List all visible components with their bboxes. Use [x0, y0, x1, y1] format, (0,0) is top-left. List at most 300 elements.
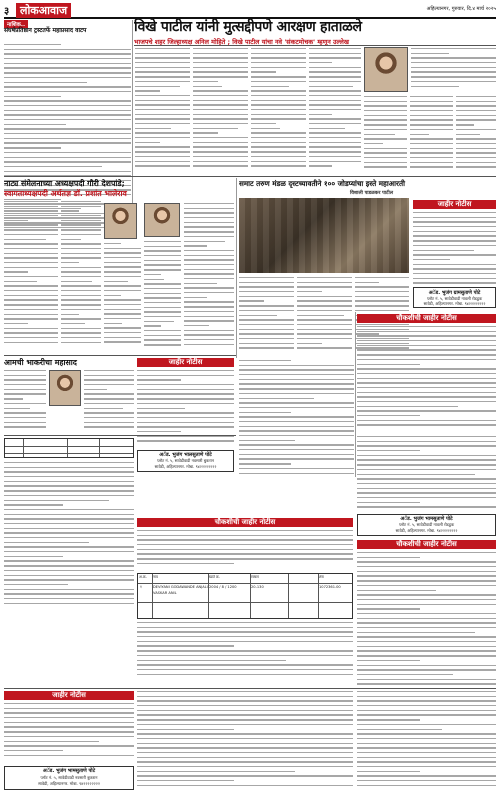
text-line [357, 599, 496, 600]
text-line [309, 53, 361, 54]
bhakri-photo [49, 370, 81, 406]
rule [134, 45, 496, 46]
text-line [357, 580, 496, 581]
text-line [357, 455, 496, 456]
text-line [364, 115, 407, 116]
natya-col-5 [144, 241, 181, 351]
text-line [357, 502, 420, 503]
text-line [413, 217, 496, 218]
text-line [104, 304, 141, 305]
text-line [355, 291, 409, 292]
text-line [184, 231, 234, 232]
text-line [137, 375, 234, 376]
text-line [297, 324, 352, 325]
table-cell: 20-130 [251, 585, 264, 589]
notice-table [4, 438, 134, 458]
text-line [357, 691, 496, 692]
text-line [104, 290, 141, 291]
text-line [137, 627, 353, 628]
text-line [137, 549, 353, 550]
text-line [137, 417, 234, 418]
text-line [357, 608, 420, 609]
text-line [239, 468, 354, 469]
text-line [137, 431, 181, 432]
text-line [297, 329, 352, 330]
text-line [357, 497, 496, 498]
text-line [104, 309, 141, 310]
text-line [144, 307, 181, 308]
text-line [104, 271, 141, 272]
text-line [355, 277, 409, 278]
text-line [239, 329, 294, 330]
text-line [144, 255, 181, 256]
text-line [410, 119, 453, 120]
text-line [357, 618, 496, 619]
text-line [144, 260, 181, 261]
text-line [137, 412, 234, 413]
text-line [61, 304, 101, 305]
text-line [4, 105, 131, 106]
text-line [239, 444, 354, 445]
text-line [137, 422, 234, 423]
text-line [413, 278, 496, 279]
lead-story-col-2 [193, 48, 248, 173]
text-line [104, 299, 141, 300]
text-line [61, 220, 101, 221]
text-line [4, 248, 58, 249]
text-line [4, 722, 134, 723]
text-line [104, 248, 141, 249]
text-line [137, 544, 353, 545]
text-line [61, 332, 101, 333]
text-line [4, 495, 134, 496]
text-line [309, 109, 361, 110]
text-line [357, 441, 496, 442]
text-line [364, 134, 395, 135]
text-line [137, 733, 353, 734]
text-line [4, 575, 134, 576]
text-line [4, 171, 131, 172]
text-line [357, 733, 496, 734]
text-line [193, 151, 248, 152]
text-line [357, 561, 496, 562]
text-line [137, 761, 353, 762]
text-line [309, 123, 361, 124]
text-line [251, 146, 306, 147]
text-line [135, 123, 190, 124]
text-line [357, 410, 496, 411]
text-line [4, 726, 134, 727]
text-line [4, 471, 134, 472]
text-line [4, 745, 134, 746]
text-line [137, 674, 353, 675]
text-line [456, 115, 496, 116]
natya-col-3 [104, 243, 141, 351]
natya-headline-2: स्वागताध्यक्षपदी अर्थतज्ञ डॉ. प्रशांत भालेराव [4, 189, 127, 198]
text-line [357, 566, 496, 567]
text-line [413, 250, 474, 251]
text-line [193, 76, 248, 77]
text-line [4, 229, 58, 230]
text-line [4, 703, 134, 704]
column-rule [236, 178, 237, 358]
text-line [193, 123, 248, 124]
text-line [410, 129, 453, 130]
text-line [357, 674, 453, 675]
text-line [297, 300, 352, 301]
text-line [309, 156, 361, 157]
text-line [357, 683, 496, 684]
text-line [4, 281, 37, 282]
text-line [137, 719, 353, 720]
text-line [309, 95, 361, 96]
text-line [456, 119, 496, 120]
text-line [413, 245, 496, 246]
advocate-office: प्लॉट नं. ५, सावेडीवाडी नावली रोडडुक [398, 522, 455, 527]
text-line [239, 407, 354, 408]
text-line [4, 206, 58, 207]
text-line [364, 124, 407, 125]
text-line [357, 354, 496, 355]
text-line [411, 48, 496, 49]
bhalerao-photo [144, 203, 180, 237]
text-line [144, 293, 181, 294]
text-line [4, 257, 58, 258]
text-line [251, 62, 306, 63]
text-line [184, 316, 234, 317]
text-line [4, 403, 46, 404]
text-line [4, 393, 46, 394]
text-line [104, 323, 122, 324]
text-line [193, 132, 218, 133]
text-line [357, 396, 496, 397]
text-line [357, 636, 496, 637]
text-line [413, 221, 496, 222]
text-line [4, 295, 58, 296]
text-line [239, 324, 294, 325]
text-line [4, 565, 134, 566]
text-line [61, 210, 79, 211]
text-line [184, 334, 234, 335]
text-line [4, 389, 46, 390]
text-line [4, 370, 46, 371]
text-line [137, 440, 234, 441]
text-line [4, 215, 58, 216]
text-line [357, 478, 496, 479]
text-line [357, 719, 420, 720]
text-line [137, 766, 353, 767]
lead-story-col-6 [364, 96, 407, 173]
text-line [456, 138, 496, 139]
text-line [357, 575, 496, 576]
text-line [357, 401, 496, 402]
text-line [61, 267, 101, 268]
text-line [239, 435, 354, 436]
text-line [456, 124, 474, 125]
text-line [4, 342, 58, 343]
text-line [135, 165, 190, 166]
text-line [4, 234, 58, 235]
text-line [251, 67, 306, 68]
text-line [357, 641, 496, 642]
text-line [184, 264, 234, 265]
text-line [84, 426, 134, 427]
text-line [357, 757, 496, 758]
text-line [4, 462, 134, 463]
text-line [137, 757, 353, 758]
text-line [4, 579, 134, 580]
text-line [4, 314, 58, 315]
text-line [251, 114, 306, 115]
text-line [61, 271, 101, 272]
public-notice-bottom-body [4, 703, 134, 763]
text-line [251, 86, 289, 87]
text-line [135, 95, 190, 96]
text-line [137, 752, 353, 753]
text-line [251, 156, 306, 157]
table-cell: 1072361.00 [319, 585, 341, 589]
table-header: अ.क्र. [139, 575, 147, 579]
text-line [184, 236, 234, 237]
lead-headline: विखे पाटील यांनी मुत्सद्दीपणे आरक्षण हाताळले [134, 19, 362, 35]
text-line [4, 384, 46, 385]
text-line [239, 305, 294, 306]
lead-story-col-5 [411, 48, 496, 93]
text-line [137, 641, 353, 642]
text-line [239, 430, 354, 431]
text-line [4, 100, 131, 101]
text-line [144, 246, 181, 247]
text-line [309, 118, 361, 119]
text-line [309, 137, 361, 138]
rule [4, 176, 496, 177]
wedding-headline: समाट तरुण मंडळ दृस्टच्यावतीने १०० जोडप्यांचा इस्ते महाआरती [239, 179, 405, 188]
text-line [184, 292, 234, 293]
text-line [184, 311, 234, 312]
text-line [61, 295, 101, 296]
text-line [355, 305, 409, 306]
text-line [4, 133, 131, 134]
text-line [144, 250, 181, 251]
text-line [137, 389, 234, 390]
rule [4, 435, 236, 436]
text-line [84, 408, 123, 409]
text-line [4, 514, 134, 515]
text-line [104, 332, 141, 333]
text-line [135, 104, 190, 105]
left-notice-body [4, 462, 134, 612]
text-line [135, 156, 190, 157]
text-line [184, 344, 234, 345]
text-line [137, 747, 353, 748]
text-line [4, 124, 66, 125]
natya-col-1 [4, 201, 58, 351]
text-line [456, 148, 496, 149]
text-line [4, 224, 58, 225]
text-line [4, 717, 134, 718]
text-line [4, 299, 58, 300]
text-line [239, 473, 354, 474]
advocate-office: प्लॉट नं. ५, सावेडीवाडी नवसारी बुकरान [157, 458, 214, 463]
text-line [410, 96, 453, 97]
text-line [137, 379, 181, 380]
text-line [410, 101, 453, 102]
text-line [413, 254, 496, 255]
text-line [137, 664, 353, 665]
text-line [135, 109, 190, 110]
text-line [144, 339, 181, 340]
text-line [144, 344, 181, 345]
text-line [193, 71, 248, 72]
text-line [364, 101, 407, 102]
text-line [297, 333, 352, 334]
text-line [184, 287, 234, 288]
text-line [251, 128, 280, 129]
text-line [239, 343, 294, 344]
text-line [193, 67, 248, 68]
left-story-headline: संघर्षप्रतिष्ठान ट्रस्टतर्फे महाप्रसाद वाटप [4, 27, 87, 34]
text-line [144, 274, 161, 275]
text-line [4, 128, 131, 129]
text-line [239, 393, 354, 394]
text-line [355, 282, 379, 283]
date-line: अहिल्यानगर, गुरुवार, दि.४ मार्च २०२५ [426, 6, 496, 12]
text-line [309, 128, 345, 129]
text-line [251, 132, 306, 133]
text-line [184, 259, 234, 260]
text-line [251, 71, 276, 72]
text-line [4, 504, 63, 505]
text-line [410, 166, 453, 167]
text-line [410, 138, 453, 139]
text-line [184, 217, 234, 218]
text-line [193, 109, 248, 110]
text-line [193, 165, 248, 166]
text-line [4, 593, 134, 594]
text-line [357, 710, 496, 711]
text-line [357, 445, 496, 446]
text-line [193, 128, 238, 129]
text-line [239, 296, 294, 297]
text-line [104, 295, 121, 296]
text-line [137, 530, 353, 531]
text-line [4, 528, 134, 529]
text-line [137, 403, 234, 404]
text-line [137, 558, 353, 559]
text-line [413, 282, 496, 283]
text-line [411, 86, 459, 87]
text-line [251, 53, 306, 54]
text-line [251, 100, 306, 101]
text-line [184, 320, 234, 321]
public-notice-title-right: जाहीर नोटीस [413, 200, 496, 209]
text-line [357, 387, 496, 388]
text-line [84, 403, 134, 404]
text-line [364, 110, 407, 111]
text-line [184, 297, 207, 298]
text-line [4, 375, 46, 376]
text-line [144, 269, 181, 270]
text-line [4, 114, 131, 115]
text-line [137, 775, 353, 776]
text-line [364, 129, 407, 130]
text-line [4, 412, 46, 413]
text-line [410, 152, 453, 153]
text-line [4, 63, 131, 64]
text-line [4, 58, 131, 59]
city-tag: नाशिक.. [4, 20, 28, 28]
text-line [456, 157, 496, 158]
wedding-byline: विशाली पाडळकर पाटील [350, 191, 393, 196]
text-line [184, 283, 217, 284]
text-line [104, 281, 128, 282]
text-line [239, 374, 354, 375]
text-line [144, 264, 181, 265]
text-line [411, 57, 496, 58]
text-line [61, 229, 101, 230]
text-line [4, 318, 58, 319]
text-line [61, 215, 101, 216]
text-line [104, 318, 141, 319]
advocate-city: सावेडी, अहिल्यानगर. मोबा. ९४२२२२२२२२ [154, 464, 217, 469]
text-line [357, 780, 496, 781]
lead-story-col-1 [135, 48, 190, 173]
text-line [357, 506, 496, 507]
text-line [4, 532, 134, 533]
text-line [4, 584, 68, 585]
text-line [4, 481, 134, 482]
text-line [193, 114, 248, 115]
text-line [4, 736, 134, 737]
text-line [364, 119, 407, 120]
text-line [411, 62, 496, 63]
text-line [309, 48, 361, 49]
text-line [4, 49, 131, 50]
text-line [137, 384, 234, 385]
text-line [239, 360, 291, 361]
text-line [239, 319, 294, 320]
text-line [410, 148, 453, 149]
advocate-office: प्लॉट नं. ५, सावेडीवाडी नावली रोडडुक [426, 296, 483, 301]
text-line [357, 766, 496, 767]
text-line [239, 315, 277, 316]
text-line [193, 48, 248, 49]
text-line [144, 325, 161, 326]
text-line [135, 81, 190, 82]
text-line [4, 72, 131, 73]
text-line [357, 364, 420, 365]
advocate-name: अॅड. भुजंग ग्रामसुताणे पोटे [428, 290, 481, 296]
text-line [4, 523, 134, 524]
text-line [309, 100, 361, 101]
text-line [357, 785, 496, 786]
text-line [364, 148, 407, 149]
text-line [410, 143, 453, 144]
text-line [193, 161, 248, 162]
advocate-name: अॅड. भुजंग भामसुताणे पोटे [42, 768, 96, 774]
text-line [411, 67, 496, 68]
text-line [104, 341, 141, 342]
text-line [410, 157, 453, 158]
text-line [137, 622, 353, 623]
text-line [251, 90, 306, 91]
text-line [4, 147, 61, 148]
text-line [4, 199, 61, 200]
text-line [357, 775, 496, 776]
text-line [239, 300, 264, 301]
text-line [239, 347, 294, 348]
text-line [456, 162, 496, 163]
